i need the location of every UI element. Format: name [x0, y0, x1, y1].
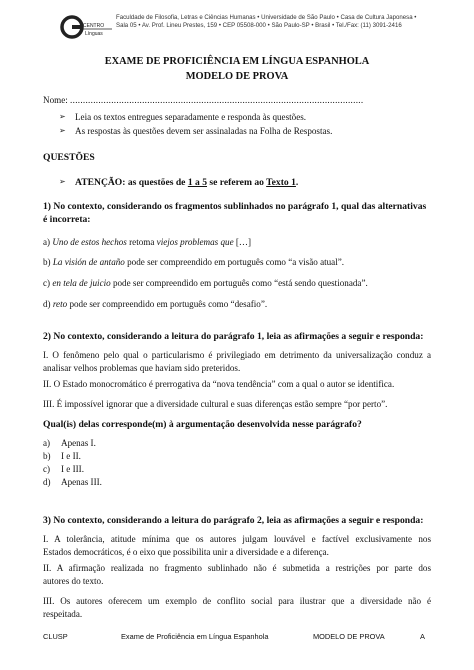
logo-text-top: CENTRO: [83, 23, 105, 29]
institution-line-1: Faculdade de Filosofia, Letras e Ciências Humanas • Universidade de São Paulo • Casa de Cultura Japonesa •: [116, 14, 417, 21]
page-header: [60, 14, 460, 42]
question-2-stem: 2) No contexto, considerando a leitura do parágrafo 1, leia as afirmações a seguir e responda:: [43, 331, 424, 342]
question-1-line-2: é incorreta:: [43, 214, 91, 225]
logo-text-bottom: Línguas: [85, 31, 103, 37]
question-1-line-1: 1) No contexto, considerando os fragmentos sublinhados no parágrafo 1, qual das alternativas: [43, 201, 427, 212]
attention-middle: se referem ao: [207, 177, 267, 188]
footer-center: Exame de Proficiência em Língua Espanhola: [121, 632, 269, 641]
attention-range: 1 a 5: [187, 177, 208, 188]
arrow-bullet-icon: ➢: [59, 126, 66, 135]
institution-line-2: Sala 05 • Av. Prof. Lineu Prestes, 159 • CEP 05508-000 • São Paulo-SP • Brasil • Tel./Fax: (11) 3091-2416: [116, 22, 402, 29]
arrow-bullet-icon: ➢: [59, 177, 66, 186]
footer-letter: A: [420, 632, 425, 641]
footer-left: CLUSP: [43, 632, 68, 641]
instruction-item: [59, 125, 333, 137]
question-2-option-d[interactable]: d) Apenas III.: [43, 477, 102, 487]
question-1-option-c[interactable]: c) en tela de juicio pode ser compreendido em português como “está sendo questionada”.: [43, 278, 368, 288]
question-2-statement-iii: III. É impossível ignorar que a diversidade cultural e suas diferenças estão sempre “por perto”.: [43, 399, 388, 409]
question-1-option-d[interactable]: d) reto pode ser compreendido em português como “desafio”.: [43, 299, 268, 309]
question-2-statement-ii: II. O Estado monocromático é prerrogativa da “nova tendência” com a qual o autor se identifica.: [43, 379, 395, 389]
question-1-option-a[interactable]: a) Uno de estos hechos retoma viejos problemas que […]: [43, 237, 252, 247]
question-2-option-b[interactable]: b) I e II.: [43, 451, 81, 461]
instruction-text: As respostas às questões devem ser assinaladas na Folha de Respostas.: [75, 126, 333, 136]
question-2-option-a[interactable]: a) Apenas I.: [43, 438, 96, 448]
questions-heading: QUESTÕES: [43, 152, 95, 163]
instruction-item: [59, 111, 307, 123]
question-3-statement-iii: III. Os autores oferecem um exemplo de conflito social para ilustrar que a diversidade não é respeitada.: [43, 596, 431, 619]
question-2-option-c[interactable]: c) I e III.: [43, 464, 84, 474]
clusp-logo: [60, 14, 118, 42]
question-3-statement-i: I. A tolerância, atitude mínima que os autores julgam louvável e factível exclusivamente nos Estados democráticos, é o eixo que possibilita unir a diversidade e a diferença.: [43, 534, 431, 557]
attention-note: ➢ ATENÇÃO: as questões de 1 a 5 se referem ao Texto 1.: [59, 177, 299, 188]
question-2-statement-i: I. O fenômeno pelo qual o particularismo é privilegiado em detrimento da universalização conduz a analisar velhos problemas que haviam sido preteridos.: [43, 350, 431, 373]
question-2-question: Qual(is) delas corresponde(m) à argumentação desenvolvida nesse parágrafo?: [43, 419, 362, 430]
name-dotted-line: ..................................................................................................................: [70, 95, 364, 105]
question-1-stem: [43, 200, 431, 226]
attention-prefix: ATENÇÃO: as questões de: [75, 177, 188, 188]
attention-text-ref: Texto 1: [266, 177, 296, 188]
footer-right: MODELO DE PROVA: [313, 632, 385, 641]
instruction-text: Leia os textos entregues separadamente e responda às questões.: [75, 112, 307, 122]
question-3-stem: 3) No contexto, considerando a leitura do parágrafo 2, leia as afirmações a seguir e responda:: [43, 515, 424, 526]
institution-info: [116, 14, 456, 30]
question-3-statement-ii: II. A afirmação realizada no fragmento sublinhado não é submetida a restrições por parte dos autores do texto.: [43, 563, 431, 586]
question-1-option-b[interactable]: b) La visión de antaño pode ser compreendido em português como “a visão atual”.: [43, 257, 345, 267]
page-footer: [0, 632, 474, 646]
arrow-bullet-icon: ➢: [59, 112, 66, 121]
name-label: Nome:: [43, 95, 68, 105]
name-field[interactable]: [43, 95, 363, 105]
exam-subtitle: MODELO DE PROVA: [185, 71, 289, 82]
exam-title: EXAME DE PROFICIÊNCIA EM LÍNGUA ESPANHOLA: [104, 56, 370, 67]
